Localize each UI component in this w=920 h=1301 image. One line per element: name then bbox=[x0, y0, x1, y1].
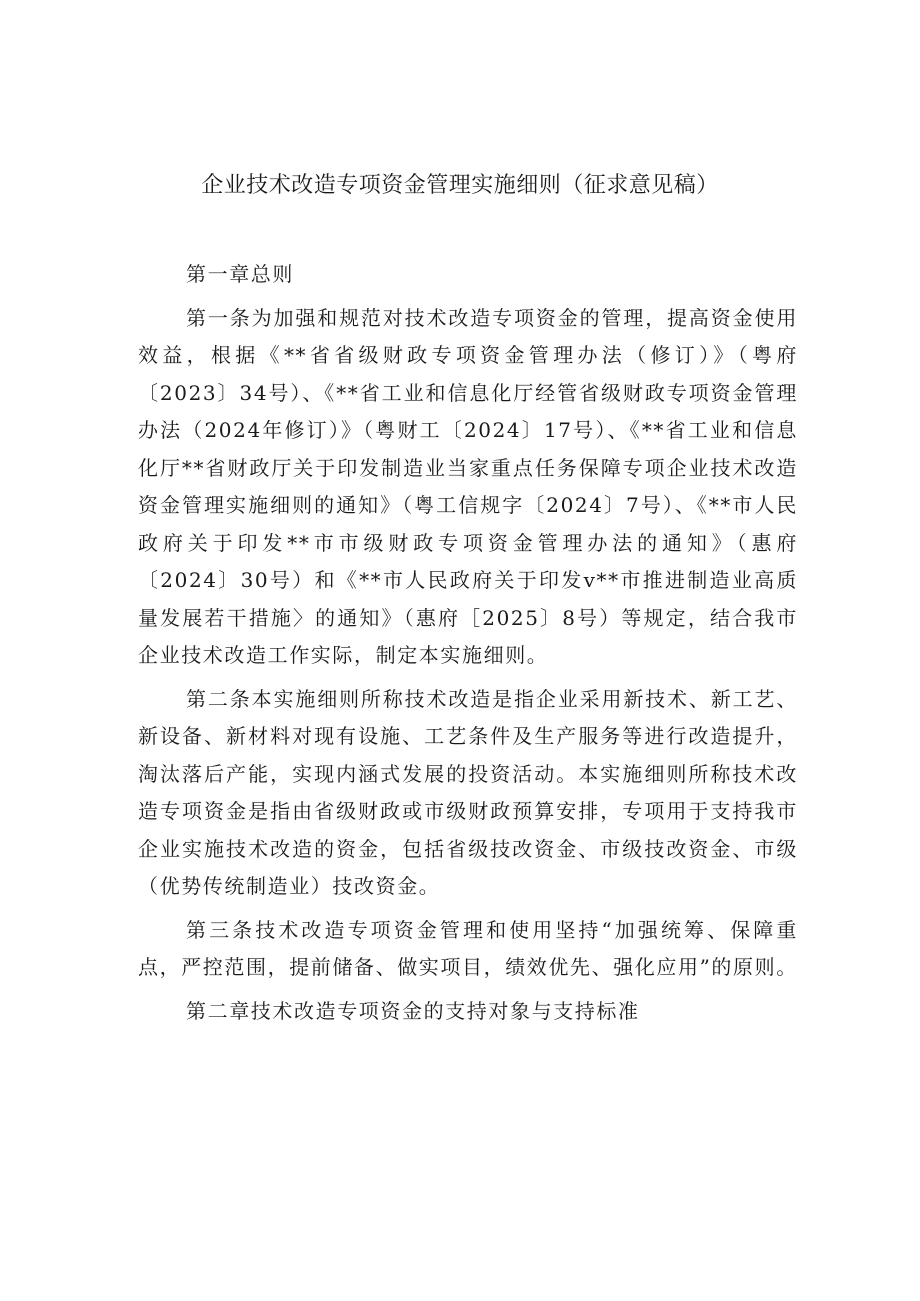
chapter-1-heading: 第一章总则 bbox=[186, 262, 294, 286]
article-2-paragraph: 第二条本实施细则所称技术改造是指企业采用新技术、新工艺、新设备、新材料对现有设施、工艺条件及生产服务等进行改造提升，淘汰落后产能，实现内涵式发展的投资活动。本实施细则所称技术改造专项资金是指由省级财政或市级财政预算安排，专项用于支持我市企业实施技术改造的资金，包括省级技改资金、市级技改资金、市级（优势传统制造业）技改资金。 bbox=[138, 686, 798, 898]
chapter-2-heading: 第二章技术改造专项资金的支持对象与支持标准 bbox=[186, 998, 640, 1023]
article-3-paragraph: 第三条技术改造专项资金管理和使用坚持“加强统筹、保障重点，严控范围，提前储备、做实项目，绩效优先、强化应用”的原则。 bbox=[138, 917, 798, 979]
document-title: 企业技术改造专项资金管理实施细则（征求意见稿） bbox=[201, 173, 719, 198]
article-1-paragraph: 第一条为加强和规范对技术改造专项资金的管理，提高资金使用效益，根据《**省省级财政专项资金管理办法（修订）》（粤府〔2023〕34号）、《**省工业和信息化厅经管省级财政专项资金管理办法（2024年修订）》（粤财工〔2024〕17号）、《**省工业和信息化厅**省财政厅关于印发制造业当家重点任务保障专项企业技术改造资金管理实施细则的通知》（粤工信规字〔2024〕7号）、《**市人民政府关于印发**市市级财政专项资金管理办法的通知》（惠府〔2024〕30号）和《**市人民政府关于印发v**市推进制造业高质量发展若干措施〉的通知》（惠府［2025〕8号）等规定，结合我市企业技术改造工作实际，制定本实施细则。 bbox=[138, 305, 798, 667]
document-body bbox=[138, 256, 798, 1036]
